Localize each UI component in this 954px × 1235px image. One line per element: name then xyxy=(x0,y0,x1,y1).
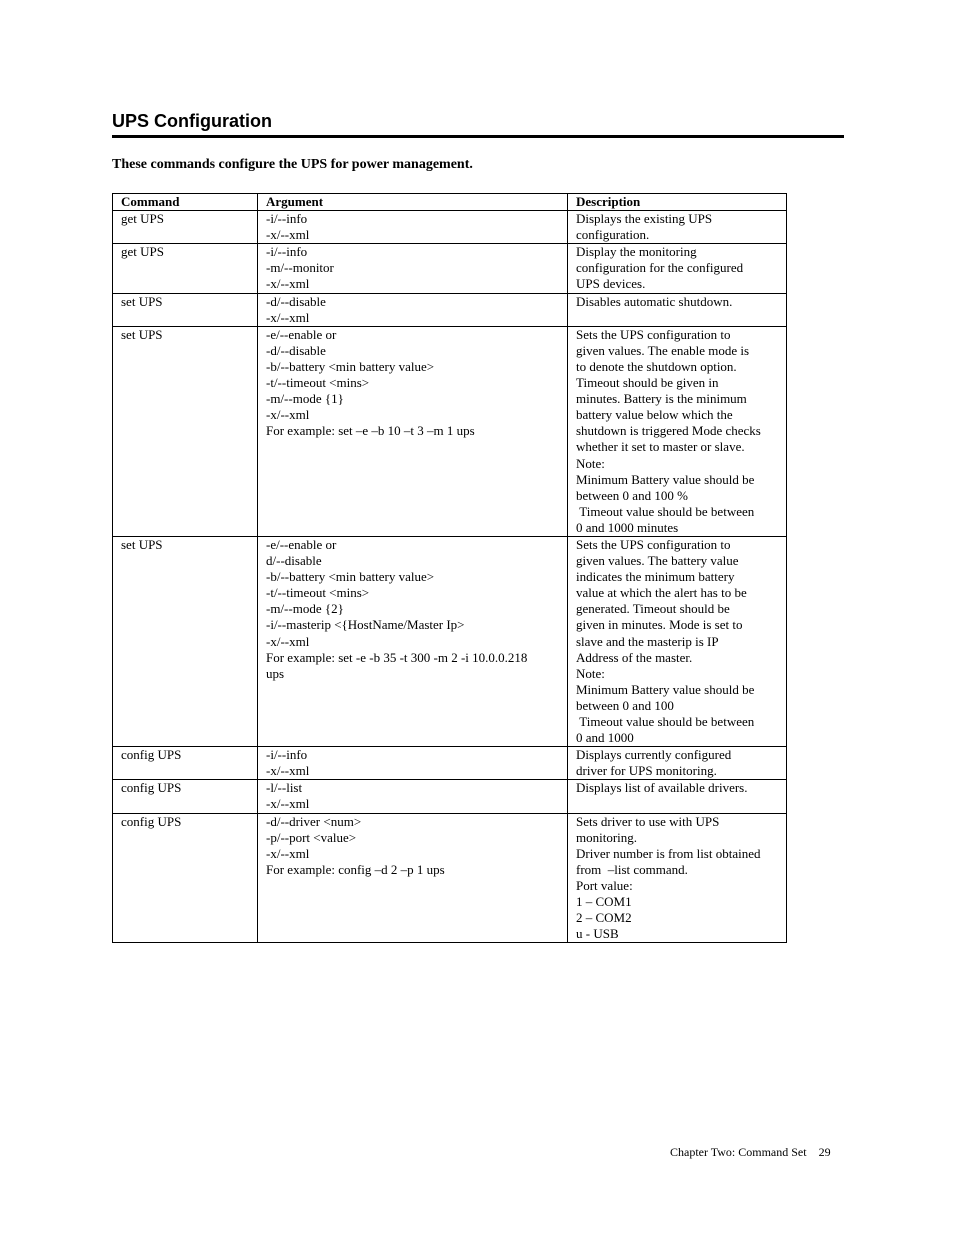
description-line: 0 and 1000 xyxy=(576,730,634,746)
description-line: Sets the UPS configuration to xyxy=(576,326,731,342)
command-table xyxy=(112,193,787,943)
cell-command: config UPS xyxy=(113,780,258,813)
cell-argument xyxy=(258,813,568,943)
cell-command: set UPS xyxy=(113,536,258,746)
description-line: given values. The enable mode is xyxy=(576,342,750,358)
cell-argument xyxy=(258,536,568,746)
argument-line: -e/--enable or xyxy=(266,326,337,342)
argument-line: -d/--driver <num> xyxy=(266,813,362,829)
argument-line: -m/--monitor xyxy=(266,260,334,276)
cell-description xyxy=(568,747,787,780)
header-command: Command xyxy=(113,194,258,211)
table-body xyxy=(113,211,787,943)
description-line: configuration. xyxy=(576,227,650,243)
description-line: to denote the shutdown option. xyxy=(576,358,737,374)
description-line: Timeout should be given in xyxy=(576,375,719,391)
cell-description xyxy=(568,211,787,244)
table-row xyxy=(113,813,787,943)
argument-line: -x/--xml xyxy=(266,796,310,812)
title-rule xyxy=(112,135,844,138)
description-line: monitoring. xyxy=(576,829,638,845)
footer-page-number: 29 xyxy=(818,1145,831,1159)
description-line: given in minutes. Mode is set to xyxy=(576,617,743,633)
description-line: slave and the masterip is IP xyxy=(576,633,719,649)
description-line: from –list command. xyxy=(576,861,688,877)
cell-argument xyxy=(258,326,568,536)
cell-argument xyxy=(258,244,568,293)
cell-command: config UPS xyxy=(113,747,258,780)
description-line: Displays currently configured xyxy=(576,747,732,763)
description-line: UPS devices. xyxy=(576,276,646,292)
table-row xyxy=(113,326,787,536)
argument-line: -x/--xml xyxy=(266,227,310,243)
table-row xyxy=(113,293,787,326)
argument-line: For example: set -e -b 35 -t 300 -m 2 -i 10.0.0.218 xyxy=(266,649,528,665)
argument-line: -b/--battery <min battery value> xyxy=(266,358,435,374)
description-line: configuration for the configured xyxy=(576,260,744,276)
description-line: Minimum Battery value should be xyxy=(576,681,755,697)
argument-line: -m/--mode {2} xyxy=(266,601,344,617)
header-description: Description xyxy=(568,194,787,211)
cell-command: get UPS xyxy=(113,211,258,244)
table-row xyxy=(113,211,787,244)
description-line: Note: xyxy=(576,455,605,471)
description-line: between 0 and 100 xyxy=(576,697,674,713)
table-row xyxy=(113,780,787,813)
intro-text: These commands configure the UPS for power management. xyxy=(112,157,473,172)
description-line: Port value: xyxy=(576,877,633,893)
argument-line: -t/--timeout <mins> xyxy=(266,585,370,601)
section-title: UPS Configuration xyxy=(112,111,272,131)
cell-description xyxy=(568,244,787,293)
argument-line: ups xyxy=(266,665,285,681)
cell-command: config UPS xyxy=(113,813,258,943)
argument-line: -x/--xml xyxy=(266,763,310,779)
argument-line: For example: set –e –b 10 –t 3 –m 1 ups xyxy=(266,423,475,439)
cell-command: set UPS xyxy=(113,326,258,536)
description-line: shutdown is triggered Mode checks xyxy=(576,423,761,439)
description-line: 1 – COM1 xyxy=(576,894,632,910)
argument-line: -i/--info xyxy=(266,244,308,260)
argument-line: -m/--mode {1} xyxy=(266,391,344,407)
table-row xyxy=(113,244,787,293)
table-header-row xyxy=(113,194,787,211)
cell-description xyxy=(568,326,787,536)
argument-line: -t/--timeout <mins> xyxy=(266,375,370,391)
description-line: Timeout value should be between xyxy=(576,503,755,519)
table-row xyxy=(113,747,787,780)
description-line: 0 and 1000 minutes xyxy=(576,519,679,535)
cell-argument xyxy=(258,747,568,780)
description-line: Driver number is from list obtained xyxy=(576,845,761,861)
description-line: driver for UPS monitoring. xyxy=(576,763,717,779)
description-line: u - USB xyxy=(576,926,619,942)
description-line: between 0 and 100 % xyxy=(576,487,688,503)
argument-line: -x/--xml xyxy=(266,309,310,325)
description-line: Displays the existing UPS xyxy=(576,211,713,227)
argument-line: -x/--xml xyxy=(266,633,310,649)
description-line: Minimum Battery value should be xyxy=(576,471,755,487)
header-argument: Argument xyxy=(258,194,568,211)
argument-line: d/--disable xyxy=(266,553,322,569)
description-line: Sets the UPS configuration to xyxy=(576,536,731,552)
cell-argument xyxy=(258,780,568,813)
description-line: Displays list of available drivers. xyxy=(576,780,748,796)
cell-argument xyxy=(258,211,568,244)
argument-line: -i/--info xyxy=(266,211,308,227)
description-line: minutes. Battery is the minimum xyxy=(576,391,747,407)
description-line: battery value below which the xyxy=(576,407,733,423)
cell-description xyxy=(568,813,787,943)
argument-line: -x/--xml xyxy=(266,845,310,861)
argument-line: -d/--disable xyxy=(266,293,326,309)
description-line: 2 – COM2 xyxy=(576,910,632,926)
argument-line: -x/--xml xyxy=(266,407,310,423)
argument-line: -e/--enable or xyxy=(266,536,337,552)
cell-description xyxy=(568,780,787,813)
description-line: indicates the minimum battery xyxy=(576,569,735,585)
description-line: given values. The battery value xyxy=(576,553,739,569)
cell-description xyxy=(568,293,787,326)
argument-line: -x/--xml xyxy=(266,276,310,292)
argument-line: -d/--disable xyxy=(266,342,326,358)
description-line: Timeout value should be between xyxy=(576,714,755,729)
footer-chapter: Chapter Two: Command Set xyxy=(670,1145,807,1159)
description-line: generated. Timeout should be xyxy=(576,601,730,617)
cell-command: set UPS xyxy=(113,293,258,326)
argument-line: -l/--list xyxy=(266,780,303,796)
argument-line: -b/--battery <min battery value> xyxy=(266,569,435,585)
page-footer xyxy=(670,1145,831,1160)
cell-command: get UPS xyxy=(113,244,258,293)
description-line: Display the monitoring xyxy=(576,244,697,260)
cell-description xyxy=(568,536,787,746)
description-line: whether it set to master or slave. xyxy=(576,439,745,455)
argument-line: For example: config –d 2 –p 1 ups xyxy=(266,861,445,877)
argument-line: -i/--info xyxy=(266,747,308,763)
argument-line: -i/--masterip <{HostName/Master Ip> xyxy=(266,617,465,633)
description-line: Address of the master. xyxy=(576,649,693,665)
description-line: Disables automatic shutdown. xyxy=(576,293,733,309)
description-line: Note: xyxy=(576,665,605,681)
table-row xyxy=(113,536,787,746)
cell-argument xyxy=(258,293,568,326)
description-line: value at which the alert has to be xyxy=(576,585,747,601)
argument-line: -p/--port <value> xyxy=(266,829,357,845)
description-line: Sets driver to use with UPS xyxy=(576,813,720,829)
